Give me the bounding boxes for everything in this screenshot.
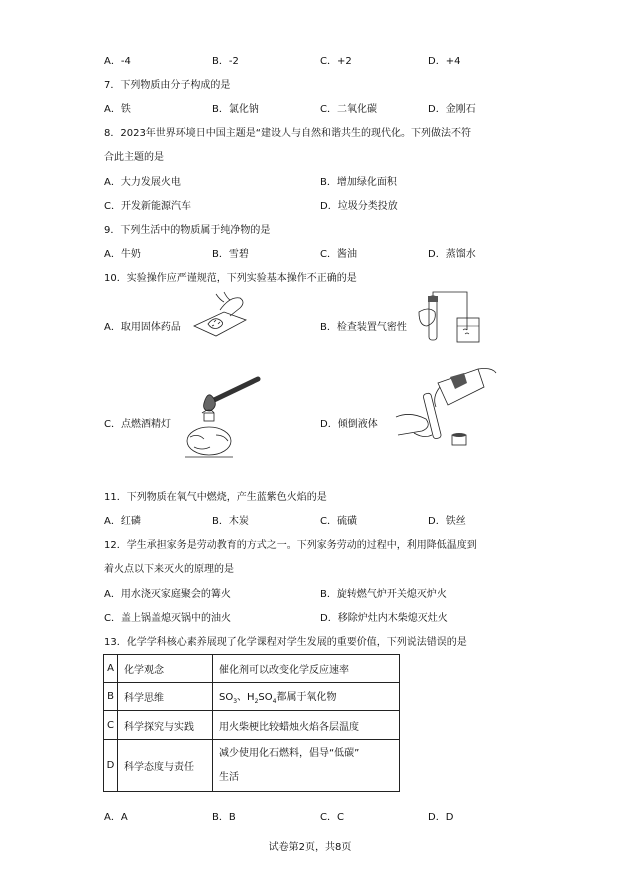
q12-option-a: A．用水浇灭家庭聚会的篝火: [104, 589, 231, 600]
row-desc: 用火柴梗比较蜡烛火焰各层温度: [213, 711, 400, 740]
row-key: D: [104, 740, 118, 792]
q7-option-a: A．铁: [104, 104, 131, 115]
formula-part: 、H: [237, 692, 255, 703]
q6-option-d: D．+4: [428, 56, 461, 67]
q8-option-c: C．开发新能源汽车: [104, 201, 191, 212]
q7-option-d: D．金刚石: [428, 104, 476, 115]
q13-option-a: A．A: [104, 812, 128, 823]
q10-option-c: C．点燃酒精灯: [104, 419, 171, 430]
q12-option-d: D．移除炉灶内木柴熄灭灶火: [320, 613, 448, 624]
row-desc: [213, 740, 400, 792]
q9-option-c: C．酱油: [320, 249, 357, 260]
q11-stem: 11．下列物质在氧气中燃烧，产生蓝紫色火焰的是: [104, 492, 327, 503]
q13-option-c: C．C: [320, 812, 344, 823]
q8-option-a: A．大力发展火电: [104, 177, 181, 188]
row-desc-line1: 减少使用化石燃料，倡导“低碳”: [219, 747, 360, 759]
q7-option-b: B．氯化钠: [212, 104, 259, 115]
q8-stem-line2: 合此主题的是: [104, 152, 164, 163]
row-name: 科学思维: [118, 683, 213, 711]
q9-option-a: A．牛奶: [104, 249, 141, 260]
q13-option-b: B．B: [212, 812, 236, 823]
formula-subscript: 4: [272, 698, 277, 705]
q13-table: [103, 654, 400, 792]
formula-part: SO: [258, 692, 273, 703]
q6-option-a: A．-4: [104, 56, 131, 67]
pouring-liquid-illustration: [388, 365, 498, 455]
q10-option-b: B．检查装置气密性: [320, 322, 407, 333]
table-row: [104, 683, 400, 711]
q10-stem: 10．实验操作应严谨规范，下列实验基本操作不正确的是: [104, 273, 357, 284]
q12-option-c: C．盖上锅盖熄灭锅中的油火: [104, 613, 231, 624]
row-name: 科学探究与实践: [118, 711, 213, 740]
q6-option-c: C．+2: [320, 56, 352, 67]
formula-subscript: 3: [233, 698, 238, 705]
formula-part: 都属于氧化物: [276, 692, 337, 703]
row-name: 科学态度与责任: [118, 740, 213, 792]
airtightness-check-illustration: [415, 290, 485, 345]
alcohol-lamp-illustration: [180, 375, 265, 465]
q9-option-d: D．蒸馏水: [428, 249, 476, 260]
q8-option-d: D．垃圾分类投放: [320, 201, 398, 212]
q8-option-b: B．增加绿化面积: [320, 177, 397, 188]
q7-option-c: C．二氧化碳: [320, 104, 377, 115]
q12-option-b: B．旋转燃气炉开关熄灭炉火: [320, 589, 447, 600]
q10-option-d: D．倾倒液体: [320, 419, 378, 430]
q7-stem: 7．下列物质由分子构成的是: [104, 80, 231, 91]
row-name: 化学观念: [118, 655, 213, 683]
row-key: C: [104, 711, 118, 740]
q13-option-d: D．D: [428, 812, 454, 823]
table-row: [104, 711, 400, 740]
q9-stem: 9．下列生活中的物质属于纯净物的是: [104, 225, 271, 236]
solid-reagent-illustration: [190, 290, 250, 340]
q11-option-b: B．木炭: [212, 516, 249, 527]
q11-option-d: D．铁丝: [428, 516, 466, 527]
formula-part: SO: [219, 692, 234, 703]
q12-stem-line1: 12．学生承担家务是劳动教育的方式之一。下列家务劳动的过程中，利用降低温度到: [104, 540, 477, 551]
q6-option-b: B．-2: [212, 56, 239, 67]
row-desc: 催化剂可以改变化学反应速率: [213, 655, 400, 683]
table-row: [104, 740, 400, 792]
q8-stem-line1: 8．2023年世界环境日中国主题是“建设人与自然和谐共生的现代化。下列做法不符: [104, 128, 471, 139]
row-desc: [213, 683, 400, 711]
q9-option-b: B．雪碧: [212, 249, 249, 260]
row-key: A: [104, 655, 118, 683]
table-row: [104, 655, 400, 683]
row-desc-line2: 生活: [219, 771, 239, 783]
row-key: B: [104, 683, 118, 711]
q11-option-c: C．硫磺: [320, 516, 357, 527]
formula-subscript: 2: [254, 698, 259, 705]
q13-stem: 13．化学学科核心素养展现了化学课程对学生发展的重要价值，下列说法错误的是: [104, 637, 467, 648]
q10-option-a: A．取用固体药品: [104, 322, 181, 333]
q11-option-a: A．红磷: [104, 516, 141, 527]
page-footer: 试卷第2页，共8页: [268, 842, 352, 853]
q12-stem-line2: 着火点以下来灭火的原理的是: [104, 564, 234, 575]
